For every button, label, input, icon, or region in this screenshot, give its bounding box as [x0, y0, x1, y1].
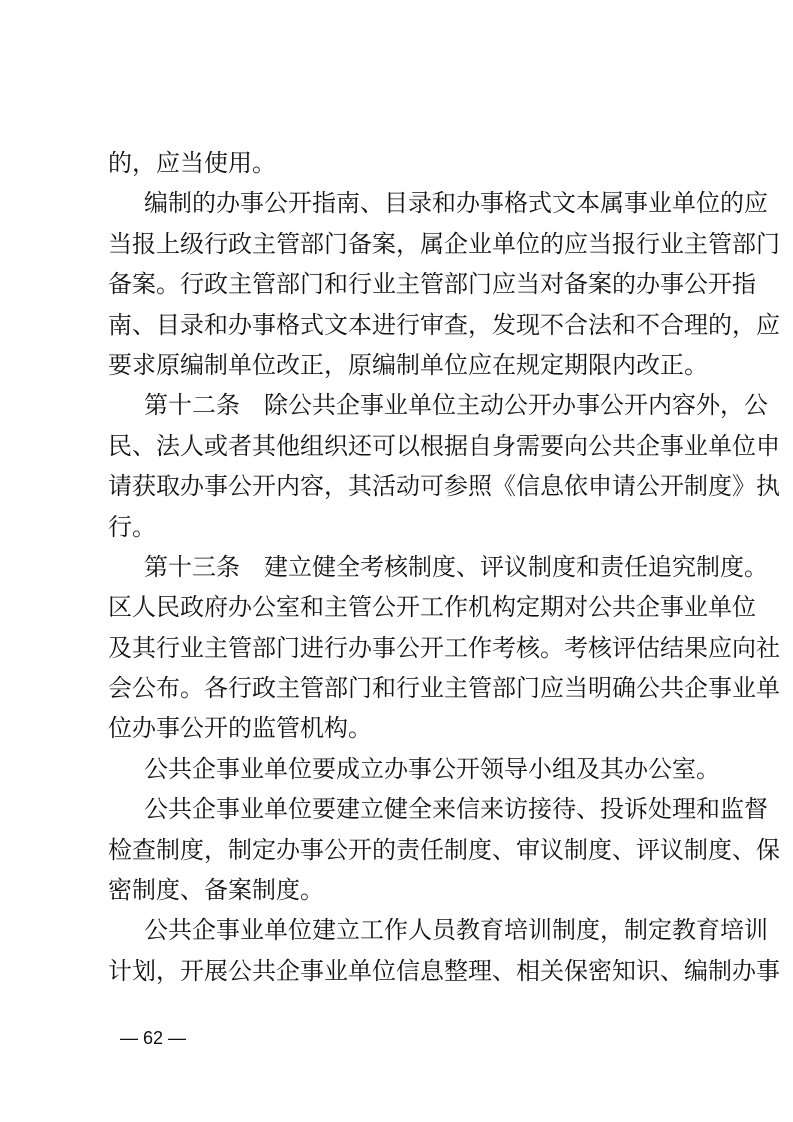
text-line: 行。: [108, 512, 156, 541]
text-line: 当报上级行政主管部门备案，属企业单位的应当报行业主管部门: [108, 229, 780, 258]
text-line: 的，应当使用。: [108, 149, 276, 177]
text-line: 请获取办事公开内容，其活动可参照《信息依申请公开制度》执: [108, 472, 780, 501]
text-line: 会公布。各行政主管部门和行业主管部门应当明确公共企事业单: [108, 674, 780, 703]
text-line: 区人民政府办公室和主管公开工作机构定期对公共企事业单位: [108, 593, 756, 622]
page-number: — 62 —: [120, 1028, 187, 1048]
text-line: 及其行业主管部门进行办事公开工作考核。考核评估结果应向社: [108, 633, 780, 662]
text-line: 位办事公开的监管机构。: [108, 714, 372, 743]
text-line: 公共企事业单位要成立办事公开领导小组及其办公室。: [144, 754, 720, 783]
text-line: 民、法人或者其他组织还可以根据自身需要向公共企事业单位申: [108, 431, 780, 460]
text-line: 编制的办事公开指南、目录和办事格式文本属事业单位的应: [144, 189, 768, 218]
text-line: 备案。行政主管部门和行业主管部门应当对备案的办事公开指: [108, 270, 756, 299]
text-line: 公共企事业单位建立工作人员教育培训制度，制定教育培训: [144, 916, 768, 945]
text-line: 密制度、备案制度。: [108, 876, 324, 905]
text-line: 检查制度，制定办事公开的责任制度、审议制度、评议制度、保: [108, 835, 780, 864]
text-line: 南、目录和办事格式文本进行审查，发现不合法和不合理的，应: [108, 310, 780, 339]
document-body: [108, 143, 780, 991]
text-line: 计划，开展公共企事业单位信息整理、相关保密知识、编制办事: [108, 956, 780, 985]
text-line: 第十二条 除公共企事业单位主动公开办事公开内容外，公: [144, 391, 768, 420]
text-line: 公共企事业单位要建立健全来信来访接待、投诉处理和监督: [144, 795, 768, 824]
text-line: 第十三条 建立健全考核制度、评议制度和责任追究制度。: [144, 552, 768, 581]
text-line: 要求原编制单位改正，原编制单位应在规定期限内改正。: [108, 350, 708, 379]
